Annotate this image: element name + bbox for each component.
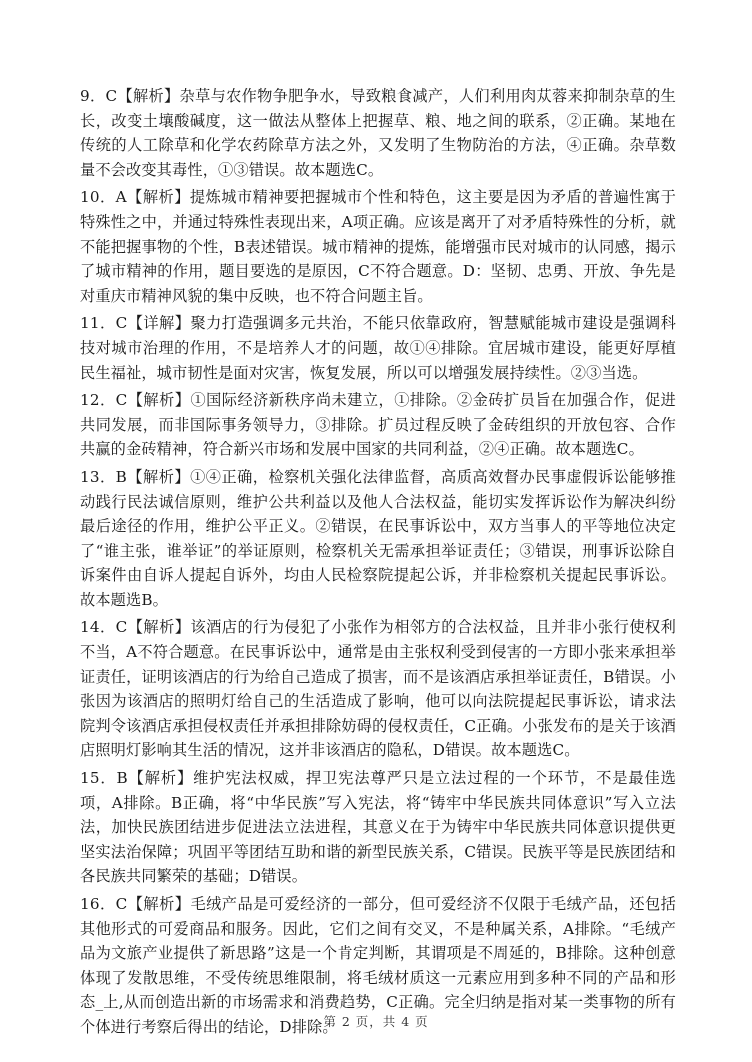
answer-item-12: 12．C【解析】①国际经济新秩序尚未建立，①排除。②金砖扩员旨在加强合作，促进共同发展，而非国际事务领导力，③排除。扩员过程反映了金砖组织的开放包容、合作共赢的金砖精神，符合新兴市场和发展中国家的共同利益，②④正确。故本题选C。 bbox=[80, 391, 676, 459]
page-number-footer: 第 2 页，共 4 页 bbox=[323, 1014, 429, 1029]
answer-item-15: 15．B【解析】维护宪法权威，捍卫宪法尊严只是立法过程的一个环节，不是最佳选项，A排除。B正确，将“中华民族”写入宪法，将“铸牢中华民族共同体意识”写入立法法，加快民族团结进步促进法立法进程，其意义在于为铸牢中华民族共同体意识提供更坚实法治保障；巩固平等团结互助和谐的新型民族关系，C错误。民族平等是民族团结和各民族共同繁荣的基础；D错误。 bbox=[80, 769, 676, 886]
answer-item-16: 16．C【解析】毛绒产品是可爱经济的一部分，但可爱经济不仅限于毛绒产品，还包括其他形式的可爱商品和服务。因此，它们之间有交叉，不是种属关系，A排除。“毛绒产品为文旅产业提供了新思路”这是一个肯定判断，其谓项是不周延的，B排除。这种创意体现了发散思维，不受传统思维限制，将毛绒材质这一元素应用到多种不同的产品和形态_上,从而创造出新的市场需求和消费趋势，C正确。完全归纳是指对某一类事物的所有个体进行考察后得出的结论，D排除。 bbox=[80, 895, 676, 1036]
answer-item-14: 14．C【解析】该酒店的行为侵犯了小张作为相邻方的合法权益，且并非小张行使权利不当，A不符合题意。在民事诉讼中，通常是由主张权利受到侵害的一方即小张来承担举证责任，证明该酒店的行为给自己造成了损害，而不是该酒店承担举证责任，B错误。小张因为该酒店的照明灯给自己的生活造成了影响，他可以向法院提起民事诉讼，请求法院判令该酒店承担侵权责任并承担排除妨碍的侵权责任，C正确。小张发布的是关于该酒店照明灯影响其生活的情况，这并非该酒店的隐私，D错误。故本题选C。 bbox=[80, 618, 676, 760]
answer-item-9: 9．C【解析】杂草与农作物争肥争水，导致粮食减产，人们利用肉苁蓉来抑制杂草的生长，改变土壤酸碱度，这一做法从整体上把握草、粮、地之间的联系，②正确。某地在传统的人工除草和化学农药除草方法之外，又发明了生物防治的方法，④正确。杂草数量不会改变其毒性，①③错误。故本题选C。 bbox=[80, 87, 676, 179]
answer-item-13: 13．B【解析】①④正确，检察机关强化法律监督，高质高效督办民事虚假诉讼能够推动践行民法诚信原则，维护公共利益以及他人合法权益，能切实发挥诉讼作为解决纠纷最后途径的作用，维护公平正义。②错误，在民事诉讼中，双方当事人的平等地位决定了“谁主张，谁举证”的举证原则，检察机关无需承担举证责任；③错误，刑事诉讼除自诉案件由自诉人提起自诉外，均由人民检察院提起公诉，并非检察机关提起民事诉讼。故本题选B。 bbox=[80, 467, 676, 609]
answer-item-11: 11．C【详解】聚力打造强调多元共治，不能只依靠政府，智慧赋能城市建设是强调科技对城市治理的作用，不是培养人才的问题，故①④排除。宜居城市建设，能更好厚植民生福祉，城市韧性是面对灾害，恢复发展，所以可以增强发展持续性。②③当选。 bbox=[80, 314, 676, 382]
answer-item-10: 10．A【解析】提炼城市精神要把握城市个性和特色，这主要是因为矛盾的普遍性寓于特殊性之中，并通过特殊性表现出来，A项正确。应该是离开了对矛盾特殊性的分析，就不能把握事物的个性，B表述错误。城市精神的提炼，能增强市民对城市的认同感，揭示了城市精神的作用，题目要选的是原因，C不符合题意。D：坚韧、忠勇、开放、争先是对重庆市精神风貌的集中反映，也不符合问题主旨。 bbox=[80, 188, 676, 305]
answer-explanations bbox=[80, 84, 676, 1043]
